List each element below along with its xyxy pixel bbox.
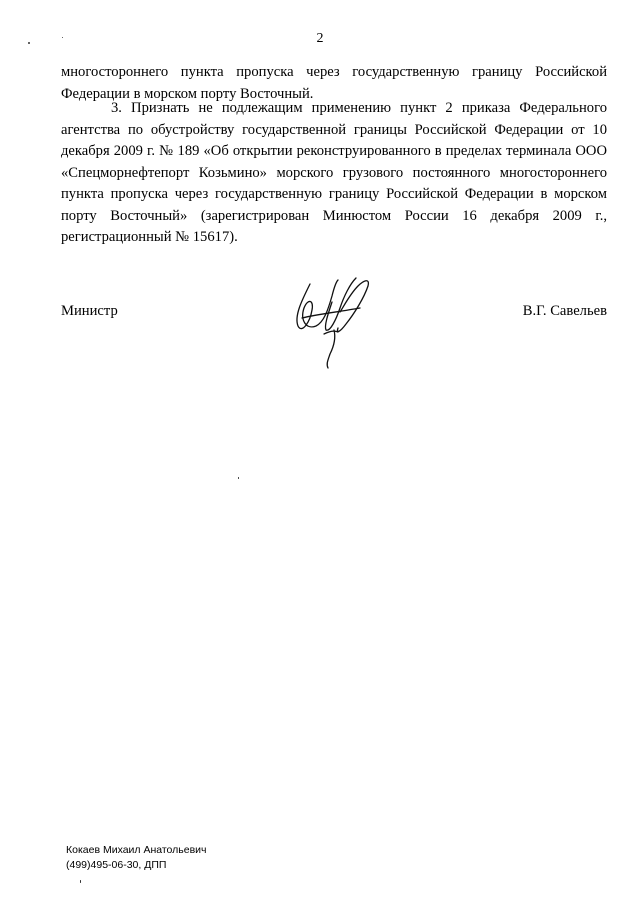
page-number: 2 <box>316 31 324 46</box>
signatory-name: В.Г. Савельев <box>522 303 607 319</box>
scan-speck <box>62 37 63 38</box>
executor-phone: (499)495-06-30, ДПП <box>66 859 167 871</box>
paragraph-item-3: 3. Признать не подлежащим применению пункт 2 приказа Федерального агентства по обустройству государственной границы Российской Федерации от 10 декабря 2009 г. № 189 «Об открытии реконструированного в пределах терминала ООО «Спецморнефтепорт Козьмино» морского грузового постоянного многостороннего пункта пропуска через государственную границу Российской Федерации в морском порту Восточный» (зарегистрирован Минюстом России 16 декабря 2009 г., регистрационный № 15617). <box>61 100 607 245</box>
executor-name: Кокаев Михаил Анатольевич <box>66 844 207 856</box>
scan-speck <box>80 880 81 883</box>
handwritten-signature <box>288 272 378 372</box>
signatory-title: Министр <box>61 303 118 319</box>
executor-contact <box>66 843 207 873</box>
scan-speck <box>238 477 239 479</box>
scan-speck <box>28 42 30 44</box>
paragraph-continuation: многостороннего пункта пропуска через государственную границу Российской Федерации в морском порту Восточный. <box>61 64 607 102</box>
